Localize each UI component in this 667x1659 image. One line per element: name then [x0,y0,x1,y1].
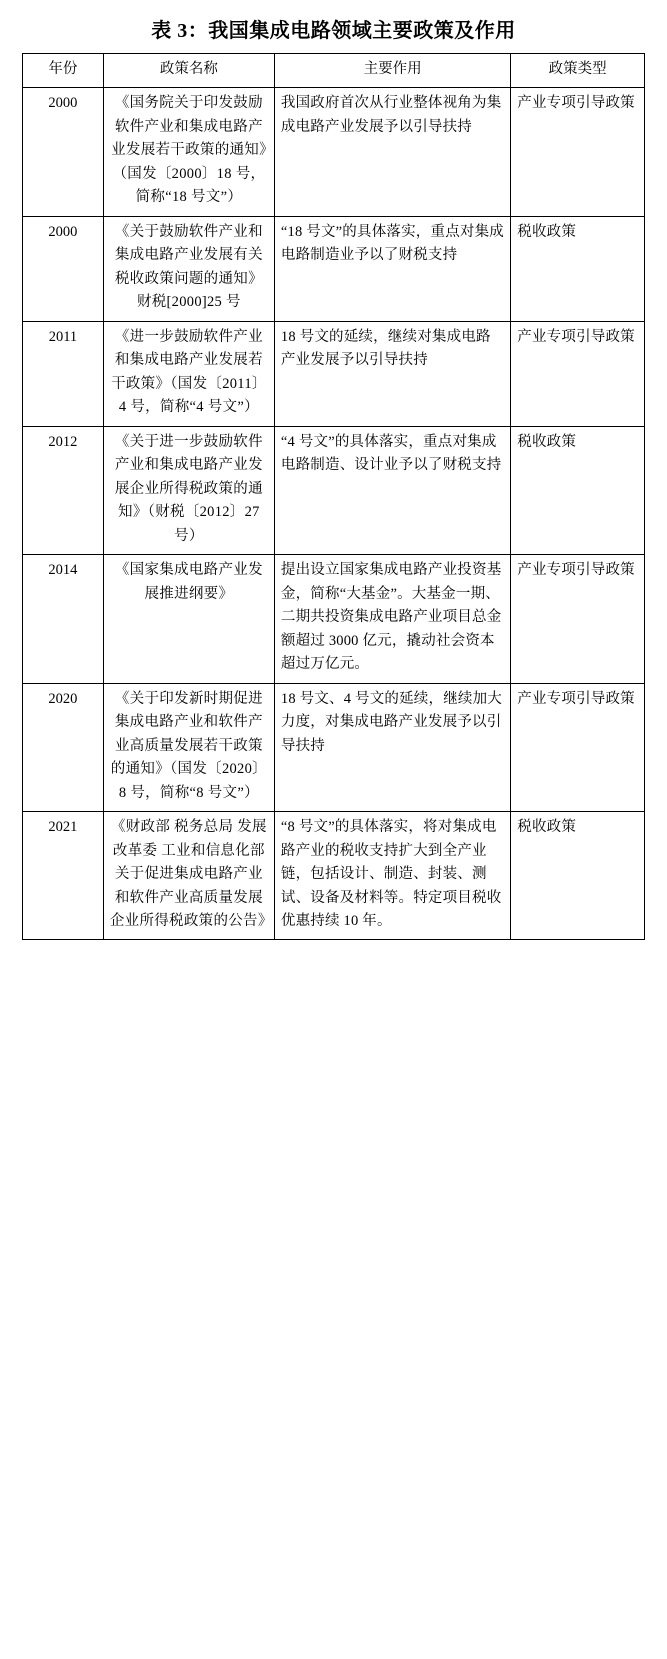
cell-policy-name: 《进一步鼓励软件产业和集成电路产业发展若干政策》（国发〔2011〕4 号，简称“4 号文”） [103,321,274,426]
column-header-policy-name: 政策名称 [103,54,274,88]
cell-policy-name: 《国家集成电路产业发展推进纲要》 [103,555,274,683]
table-row [23,216,645,321]
table-row [23,555,645,683]
cell-policy-name: 《关于进一步鼓励软件产业和集成电路产业发展企业所得税政策的通知》（财税〔2012〕27 号） [103,426,274,554]
table-body [23,88,645,940]
table-row [23,426,645,554]
cell-policy-type: 产业专项引导政策 [511,555,645,683]
cell-policy-type: 产业专项引导政策 [511,683,645,811]
column-header-main-effect: 主要作用 [274,54,510,88]
cell-year: 2020 [23,683,104,811]
cell-year: 2011 [23,321,104,426]
cell-policy-type: 产业专项引导政策 [511,88,645,216]
cell-main-effect: 18 号文、4 号文的延续，继续加大力度，对集成电路产业发展予以引导扶持 [274,683,510,811]
table-header-row [23,54,645,88]
cell-main-effect: 提出设立国家集成电路产业投资基金，简称“大基金”。大基金一期、二期共投资集成电路产业项目总金额超过 3000 亿元，撬动社会资本超过万亿元。 [274,555,510,683]
table-row [23,812,645,940]
table-row [23,321,645,426]
cell-policy-type: 产业专项引导政策 [511,321,645,426]
table-row [23,88,645,216]
policy-table [22,53,645,940]
column-header-policy-type: 政策类型 [511,54,645,88]
cell-year: 2000 [23,216,104,321]
table-header [23,54,645,88]
cell-main-effect: 我国政府首次从行业整体视角为集成电路产业发展予以引导扶持 [274,88,510,216]
cell-year: 2021 [23,812,104,940]
cell-main-effect: 18 号文的延续，继续对集成电路产业发展予以引导扶持 [274,321,510,426]
cell-main-effect: “18 号文”的具体落实，重点对集成电路制造业予以了财税支持 [274,216,510,321]
cell-year: 2014 [23,555,104,683]
cell-policy-type: 税收政策 [511,426,645,554]
cell-policy-type: 税收政策 [511,812,645,940]
cell-year: 2012 [23,426,104,554]
cell-main-effect: “4 号文”的具体落实，重点对集成电路制造、设计业予以了财税支持 [274,426,510,554]
cell-year: 2000 [23,88,104,216]
cell-policy-name: 《关于印发新时期促进集成电路产业和软件产业高质量发展若干政策的通知》（国发〔2020〕8 号，简称“8 号文”） [103,683,274,811]
cell-policy-name: 《关于鼓励软件产业和集成电路产业发展有关税收政策问题的通知》财税[2000]25 号 [103,216,274,321]
table-row [23,683,645,811]
column-header-year: 年份 [23,54,104,88]
cell-policy-name: 《国务院关于印发鼓励软件产业和集成电路产业发展若干政策的通知》（国发〔2000〕18 号，简称“18 号文”） [103,88,274,216]
cell-main-effect: “8 号文”的具体落实，将对集成电路产业的税收支持扩大到全产业链，包括设计、制造、封装、测试、设备及材料等。特定项目税收优惠持续 10 年。 [274,812,510,940]
page-title: 表 3：我国集成电路领域主要政策及作用 [151,20,516,42]
cell-policy-type: 税收政策 [511,216,645,321]
cell-policy-name: 《财政部 税务总局 发展改革委 工业和信息化部关于促进集成电路产业和软件产业高质量发展企业所得税政策的公告》 [103,812,274,940]
